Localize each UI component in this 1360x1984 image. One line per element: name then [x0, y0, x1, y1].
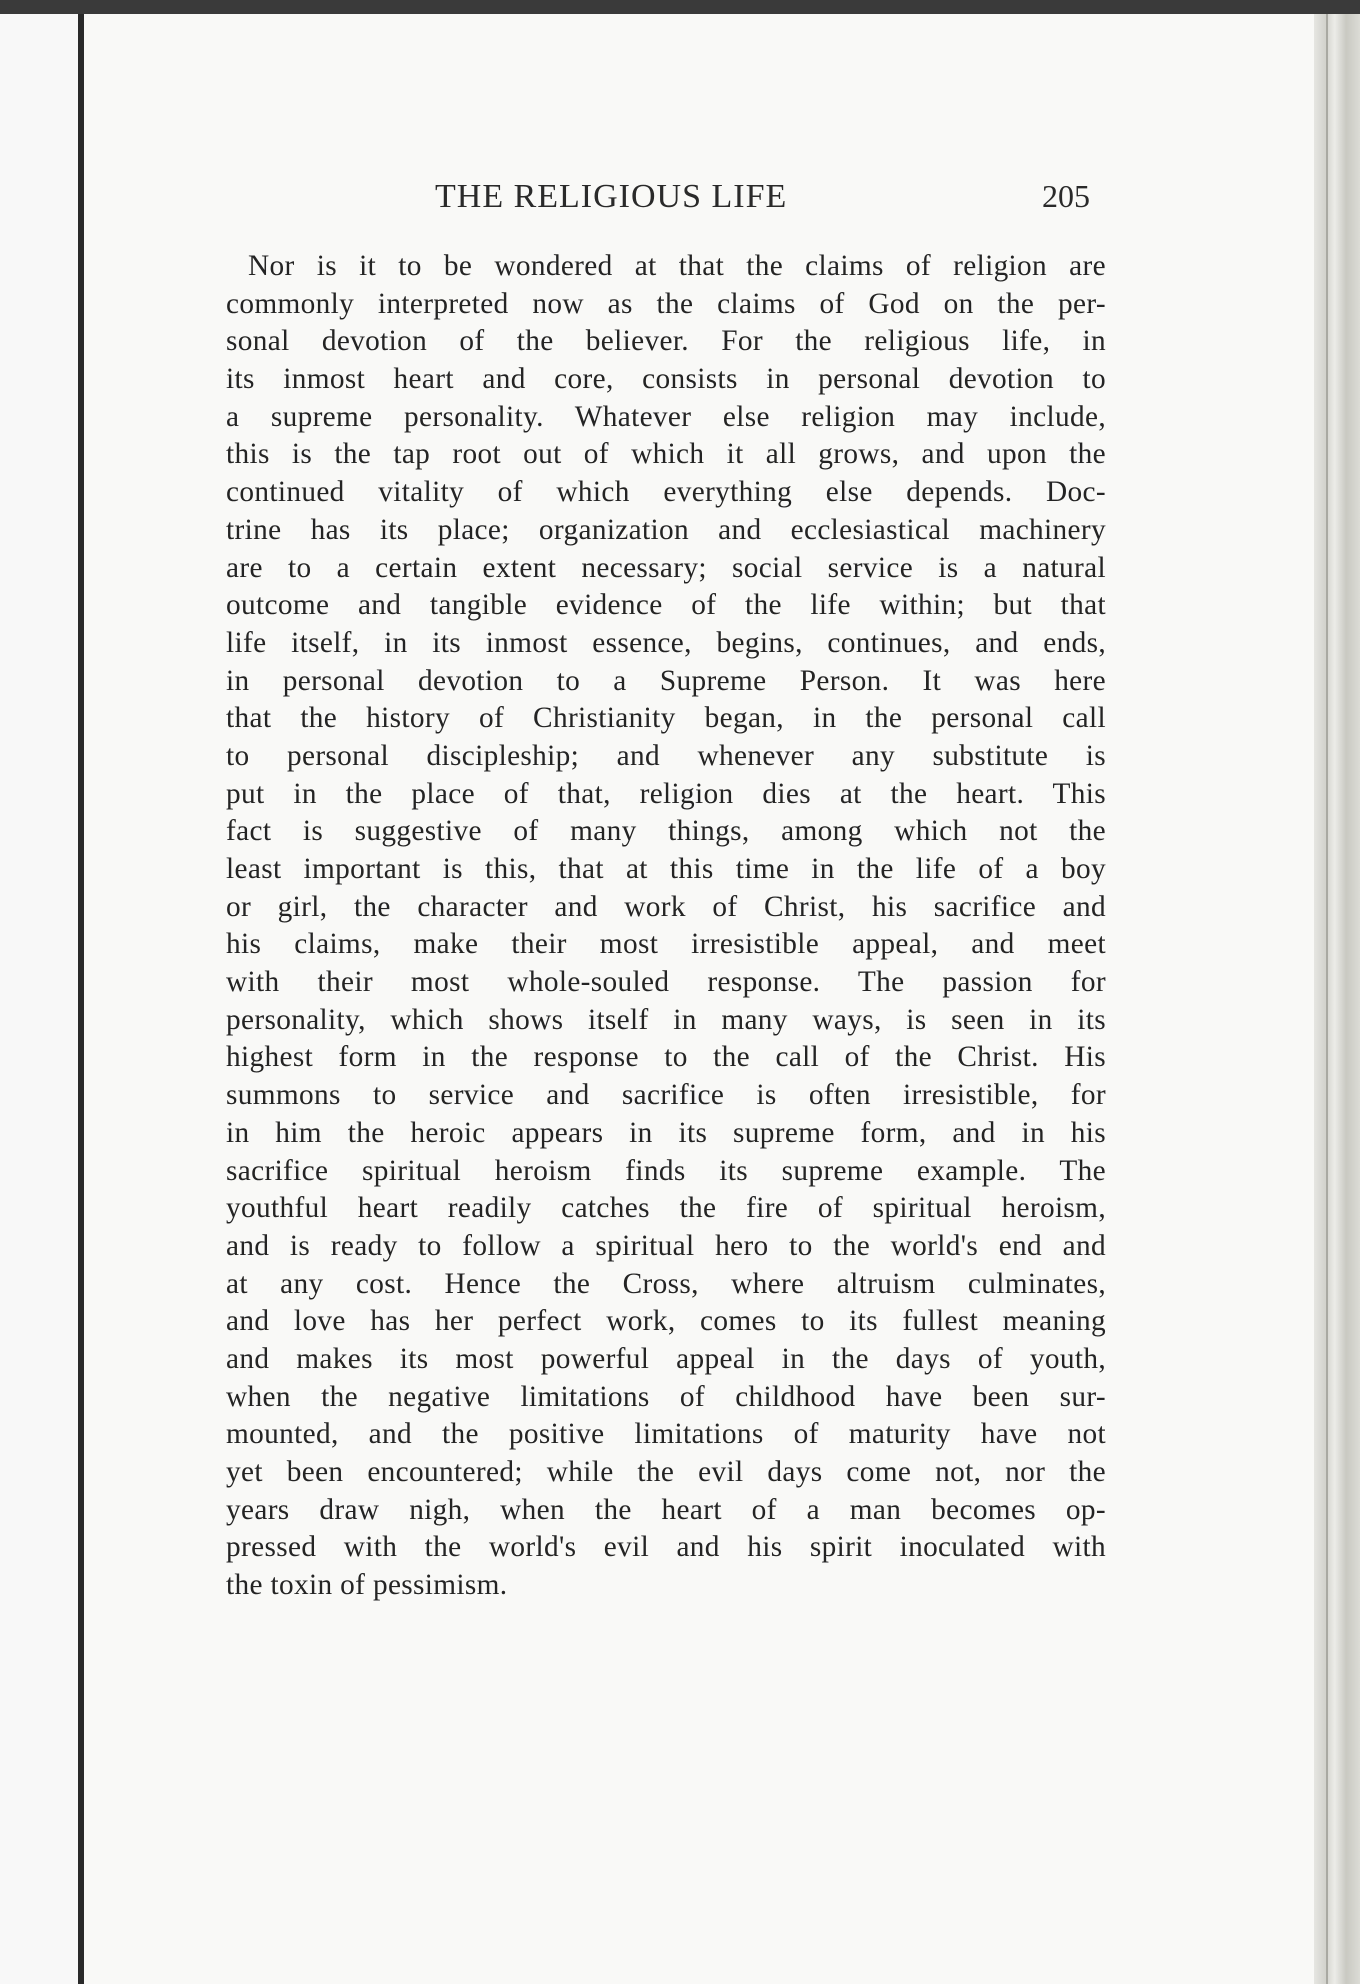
text-line: sacrifice spiritual heroism finds its supreme example. The [226, 1154, 1106, 1187]
body-paragraph [226, 248, 1106, 1605]
text-line: highest form in the response to the call of the Christ. His [226, 1041, 1106, 1074]
text-line: continued vitality of which everything else depends. Doc- [226, 476, 1106, 509]
text-line: in personal devotion to a Supreme Person. It was here [226, 664, 1106, 697]
page-number: 205 [1042, 178, 1090, 214]
text-line: summons to service and sacrifice is often irresistible, for [226, 1079, 1106, 1112]
text-line: this is the tap root out of which it all grows, and upon the [226, 438, 1106, 471]
text-line: when the negative limitations of childhood have been sur- [226, 1380, 1106, 1413]
text-line: least important is this, that at this time in the life of a boy [226, 853, 1106, 885]
text-line: years draw nigh, when the heart of a man becomes op- [226, 1493, 1106, 1526]
running-head [230, 178, 1090, 228]
text-line: put in the place of that, religion dies at the heart. This [226, 777, 1106, 810]
facing-page-margin [0, 14, 78, 1984]
running-head-title: THE RELIGIOUS LIFE [435, 178, 788, 215]
text-line: sonal devotion of the believer. For the religious life, in [226, 325, 1106, 358]
text-line: at any cost. Hence the Cross, where altruism culminates, [226, 1267, 1106, 1300]
text-line: its inmost heart and core, consists in personal devotion to [226, 363, 1106, 396]
text-line: in him the heroic appears in its supreme form, and in his [226, 1116, 1106, 1149]
text-line: Nor is it to be wondered at that the claims of religion are [248, 250, 1106, 282]
text-line: with their most whole-souled response. The passion for [226, 966, 1106, 999]
text-line-last: the toxin of pessimism. [226, 1569, 508, 1602]
text-line: pressed with the world's evil and his spirit inoculated with [226, 1531, 1106, 1564]
page-stack-edge [1314, 14, 1360, 1984]
text-line: mounted, and the positive limitations of maturity have not [226, 1418, 1106, 1451]
text-line: or girl, the character and work of Christ, his sacrifice and [226, 890, 1106, 923]
text-line: and makes its most powerful appeal in the days of youth, [226, 1342, 1106, 1375]
text-line: a supreme personality. Whatever else religion may include, [226, 400, 1106, 433]
text-line: outcome and tangible evidence of the life within; but that [226, 589, 1106, 622]
text-line: youthful heart readily catches the fire of spiritual heroism, [226, 1192, 1106, 1225]
text-line: yet been encountered; while the evil days come not, nor the [226, 1456, 1106, 1488]
text-line: and love has her perfect work, comes to its fullest meaning [226, 1305, 1106, 1338]
text-line: trine has its place; organization and ecclesiastical machinery [226, 513, 1106, 546]
scan-top-border [0, 0, 1360, 14]
text-line: commonly interpreted now as the claims of God on the per- [226, 287, 1106, 320]
text-line: that the history of Christianity began, in the personal call [226, 702, 1106, 735]
text-line: life itself, in its inmost essence, begins, continues, and ends, [226, 626, 1106, 659]
text-line: to personal discipleship; and whenever any substitute is [226, 739, 1106, 772]
text-line: his claims, make their most irresistible appeal, and meet [226, 928, 1106, 961]
text-line: are to a certain extent necessary; social service is a natural [226, 551, 1106, 584]
text-line: and is ready to follow a spiritual hero to the world's end and [226, 1229, 1106, 1262]
text-line: personality, which shows itself in many ways, is seen in its [226, 1003, 1106, 1036]
text-line: fact is suggestive of many things, among which not the [226, 815, 1106, 848]
